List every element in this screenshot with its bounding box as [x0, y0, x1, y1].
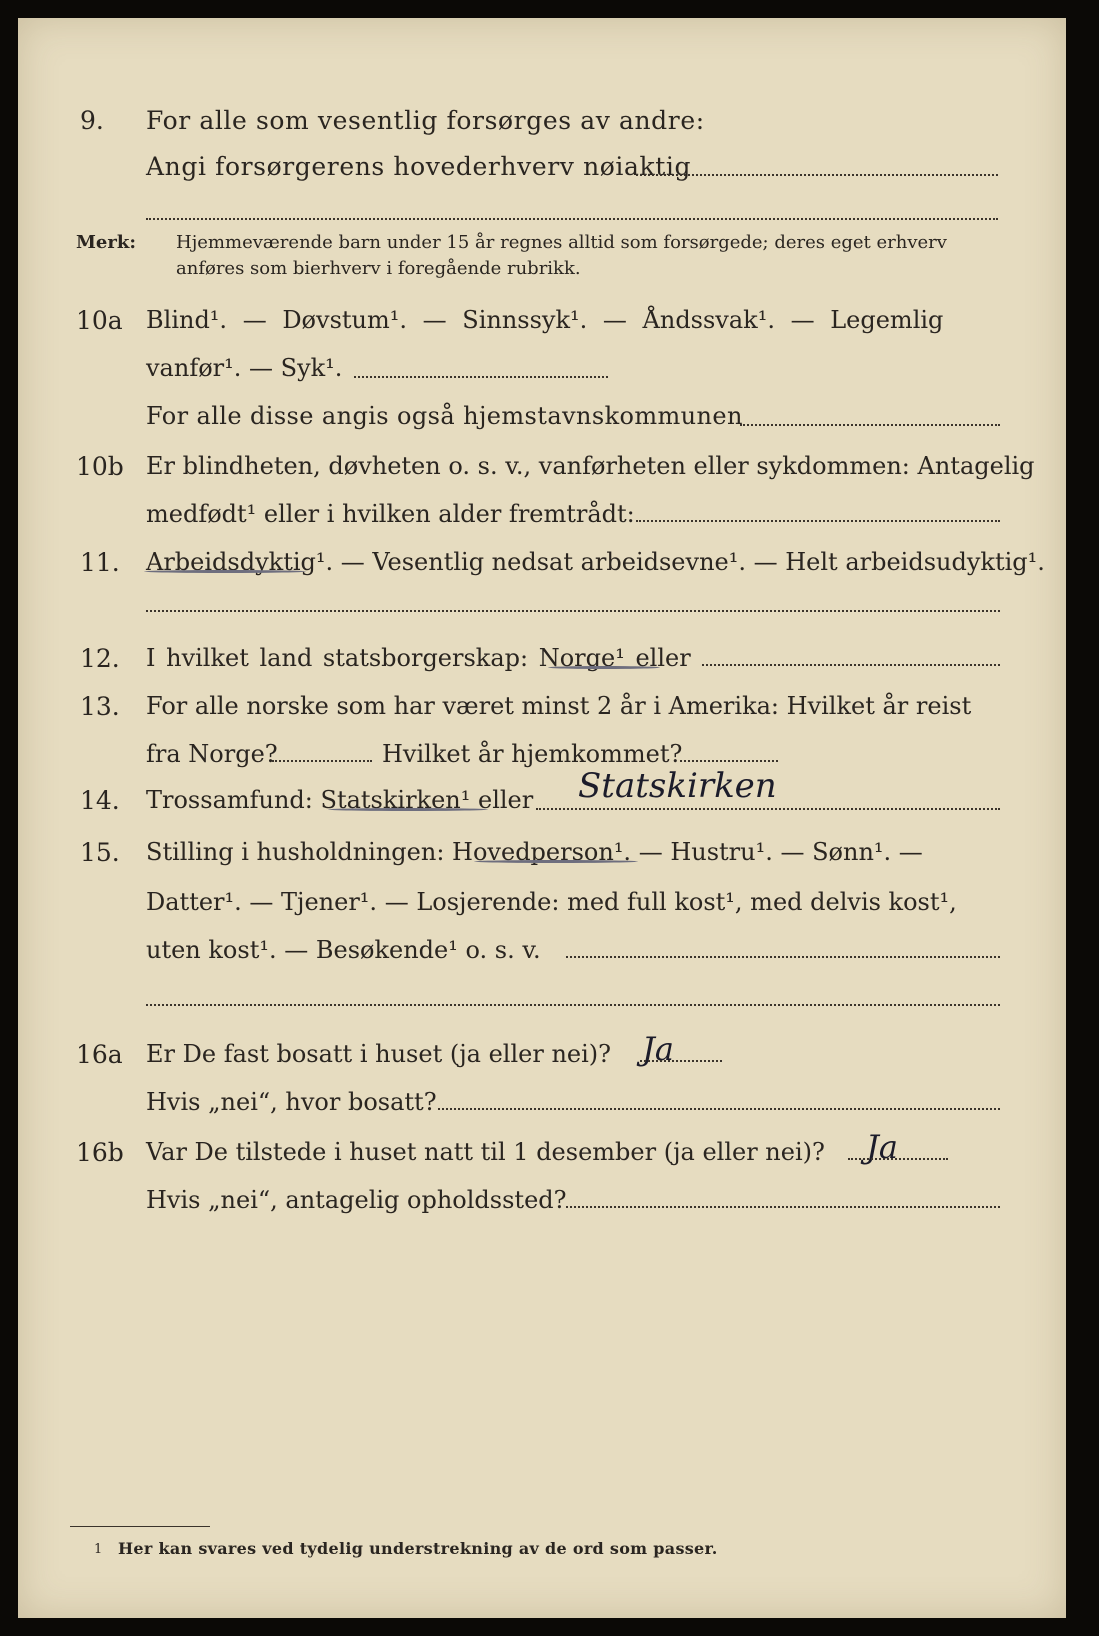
q10b-line2: medfødt¹ eller i hvilken alder fremtrådt:	[146, 500, 635, 528]
q11-number: 11.	[80, 548, 120, 577]
q14-number: 14.	[80, 786, 120, 815]
q10b-line1: Er blindheten, døvheten o. s. v., vanførheten eller sykdommen: Antagelig	[146, 452, 1035, 480]
q9-number: 9.	[80, 106, 104, 135]
q13-hjemkommet-answer-line[interactable]	[680, 760, 778, 762]
q10a-number: 10a	[76, 306, 123, 335]
pencil-underline-norge	[548, 666, 660, 669]
q16a-line1: Er De fast bosatt i huset (ja eller nei)?	[146, 1040, 612, 1068]
q15-line2: Datter¹. — Tjener¹. — Losjerende: med full kost¹, med delvis kost¹,	[146, 888, 957, 916]
q16b-opholdssted-answer-line[interactable]	[566, 1206, 1000, 1208]
pencil-underline-hovedperson	[474, 860, 638, 863]
q10a-line2: vanfør¹. — Syk¹.	[146, 354, 343, 382]
q16b-line1: Var De tilstede i huset natt til 1 desember (ja eller nei)?	[146, 1138, 825, 1166]
q9-answer-line[interactable]	[636, 174, 998, 176]
q16a-handwritten-answer: Ja	[642, 1030, 674, 1068]
q9-line2: Angi forsørgerens hovederhverv nøiaktig	[146, 152, 692, 181]
footnote-mark: 1	[94, 1542, 103, 1557]
q13-line2b: Hvilket år hjemkommet?	[382, 740, 683, 768]
footnote-rule	[70, 1526, 210, 1527]
pencil-underline-arbeidsdyktig	[144, 570, 306, 573]
q15-line1: Stilling i husholdningen: Hovedperson¹. — Hustru¹. — Sønn¹. —	[146, 838, 923, 866]
q11-answer-line[interactable]	[146, 610, 1000, 612]
q16b-number: 16b	[76, 1138, 124, 1167]
q12-number: 12.	[80, 644, 120, 673]
q16b-line2: Hvis „nei“, antagelig opholdssted?	[146, 1186, 567, 1214]
q16a-answer-line[interactable]	[640, 1060, 722, 1062]
census-form-page	[18, 18, 1066, 1618]
q10a-answer-line[interactable]	[354, 376, 608, 378]
q13-number: 13.	[80, 692, 120, 721]
merk-line1: Hjemmeværende barn under 15 år regnes alltid som forsørgede; deres eget erhverv	[176, 232, 947, 253]
q14-handwritten-answer: Statskirken	[578, 766, 777, 806]
q14-answer-line[interactable]	[536, 808, 1000, 810]
q15-answer-line-2[interactable]	[146, 1004, 1000, 1006]
q10a-line3: For alle disse angis også hjemstavnskommunen	[146, 402, 743, 430]
q11-line1: Arbeidsdyktig¹. — Vesentlig nedsat arbeidsevne¹. — Helt arbeidsudyktig¹.	[146, 548, 1045, 576]
q15-answer-line[interactable]	[566, 956, 1000, 958]
q10b-number: 10b	[76, 452, 124, 481]
q14-line1: Trossamfund: Statskirken¹ eller	[146, 786, 534, 814]
q12-line1: I hvilket land statsborgerskap: Norge¹ eller	[146, 644, 691, 672]
q10a-hjemstavn-line[interactable]	[740, 424, 1000, 426]
q10a-line1: Blind¹. — Døvstum¹. — Sinnssyk¹. — Åndssvak¹. — Legemlig	[146, 306, 944, 334]
q13-line2a: fra Norge?	[146, 740, 278, 768]
q16b-answer-line[interactable]	[848, 1158, 948, 1160]
q16b-handwritten-answer: Ja	[866, 1128, 898, 1166]
q9-answer-line-2[interactable]	[146, 218, 998, 220]
q12-answer-line[interactable]	[702, 664, 1000, 666]
footnote-text: Her kan svares ved tydelig understrekning av de ord som passer.	[118, 1539, 718, 1558]
q13-reist-answer-line[interactable]	[272, 760, 372, 762]
merk-line2: anføres som bierhverv i foregående rubrikk.	[176, 258, 581, 279]
q15-number: 15.	[80, 838, 120, 867]
q9-line1: For alle som vesentlig forsørges av andre:	[146, 106, 705, 135]
q16a-line2: Hvis „nei“, hvor bosatt?	[146, 1088, 437, 1116]
q15-line3: uten kost¹. — Besøkende¹ o. s. v.	[146, 936, 541, 964]
merk-label: Merk:	[76, 232, 136, 253]
q10b-answer-line[interactable]	[636, 520, 1000, 522]
q16a-bosatt-answer-line[interactable]	[438, 1108, 1000, 1110]
q16a-number: 16a	[76, 1040, 123, 1069]
pencil-underline-statskirken	[328, 808, 488, 811]
q13-line1: For alle norske som har været minst 2 år i Amerika: Hvilket år reist	[146, 692, 972, 720]
